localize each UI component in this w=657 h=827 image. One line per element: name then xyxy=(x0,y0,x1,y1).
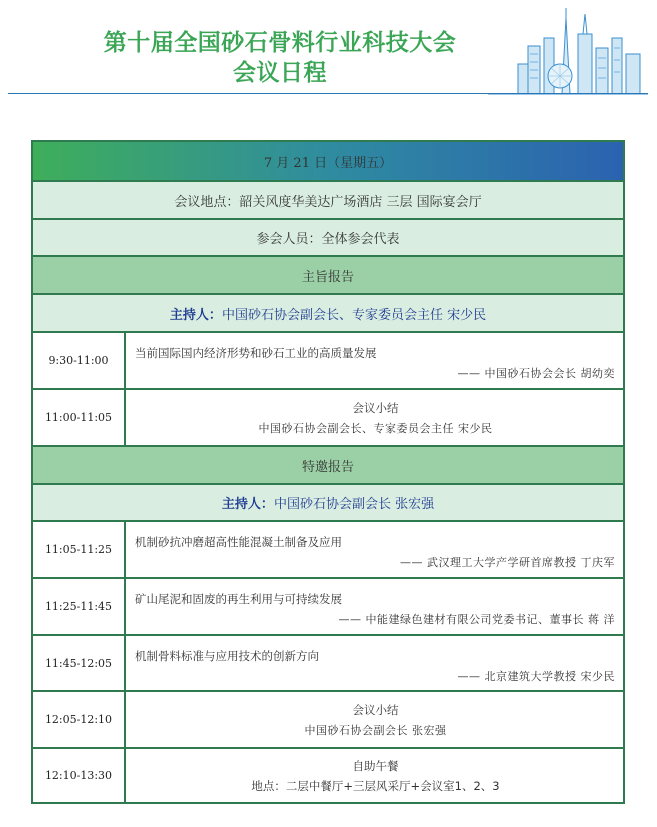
session-speaker: 中国砂石协会副会长、专家委员会主任 宋少民 xyxy=(258,421,493,435)
table-row xyxy=(33,522,623,579)
host-label: 主持人： xyxy=(169,307,222,323)
session-time: 9:30-11:00 xyxy=(33,333,126,388)
header xyxy=(0,0,657,100)
session-title: 自助午餐 xyxy=(352,758,399,773)
table-row xyxy=(33,692,623,749)
session-time: 12:05-12:10 xyxy=(33,692,126,747)
section-heading-keynote: 主旨报告 xyxy=(33,257,623,295)
date-row: 7 月 21 日（星期五） xyxy=(33,142,623,182)
talk-speaker: —— 中能建绿色建材有限公司党委书记、董事长 蒋 洋 xyxy=(338,613,615,626)
talk-speaker: —— 北京建筑大学教授 宋少民 xyxy=(457,670,615,683)
schedule-table xyxy=(31,140,625,804)
session-title: 会议小结 xyxy=(352,702,399,717)
city-skyline-icon xyxy=(488,8,648,96)
session-title: 会议小结 xyxy=(352,400,399,415)
session-location: 地点：二层中餐厅+三层风采厅+会议室1、2、3 xyxy=(251,778,500,793)
table-row xyxy=(33,579,623,636)
session-time: 11:00-11:05 xyxy=(33,390,126,445)
session-time: 11:25-11:45 xyxy=(33,579,126,634)
session-speaker: 中国砂石协会副会长 张宏强 xyxy=(304,723,447,737)
attendees-row: 参会人员：全体参会代表 xyxy=(33,220,623,257)
section-heading-invited: 特邀报告 xyxy=(33,447,623,485)
talk-title: 机制砂抗冲磨超高性能混凝土制备及应用 xyxy=(135,535,342,549)
table-row xyxy=(33,636,623,692)
host-name: 中国砂石协会副会长 张宏强 xyxy=(273,497,435,512)
venue-row: 会议地点：韶关风度华美达广场酒店 三层 国际宴会厅 xyxy=(33,182,623,220)
session-time: 11:45-12:05 xyxy=(33,636,126,690)
host-row-invited xyxy=(33,485,623,522)
talk-speaker: —— 中国砂石协会会长 胡幼奕 xyxy=(457,367,615,380)
talk-title: 当前国际国内经济形势和砂石工业的高质量发展 xyxy=(135,346,377,360)
session-time: 11:05-11:25 xyxy=(33,522,126,577)
table-row xyxy=(33,390,623,447)
session-time: 12:10-13:30 xyxy=(33,749,126,802)
page-subtitle: 会议日程 xyxy=(233,60,327,86)
table-row xyxy=(33,749,623,802)
page-title: 第十届全国砂石骨料行业科技大会 xyxy=(103,30,457,56)
host-row-keynote xyxy=(33,295,623,333)
talk-speaker: —— 武汉理工大学产学研首席教授 丁庆军 xyxy=(400,556,615,569)
talk-title: 机制骨料标准与应用技术的创新方向 xyxy=(135,649,319,663)
talk-title: 矿山尾泥和固废的再生利用与可持续发展 xyxy=(135,592,342,606)
host-name: 中国砂石协会副会长、专家委员会主任 宋少民 xyxy=(221,307,487,323)
host-label: 主持人： xyxy=(221,497,274,512)
header-divider xyxy=(8,93,648,94)
table-row xyxy=(33,333,623,390)
